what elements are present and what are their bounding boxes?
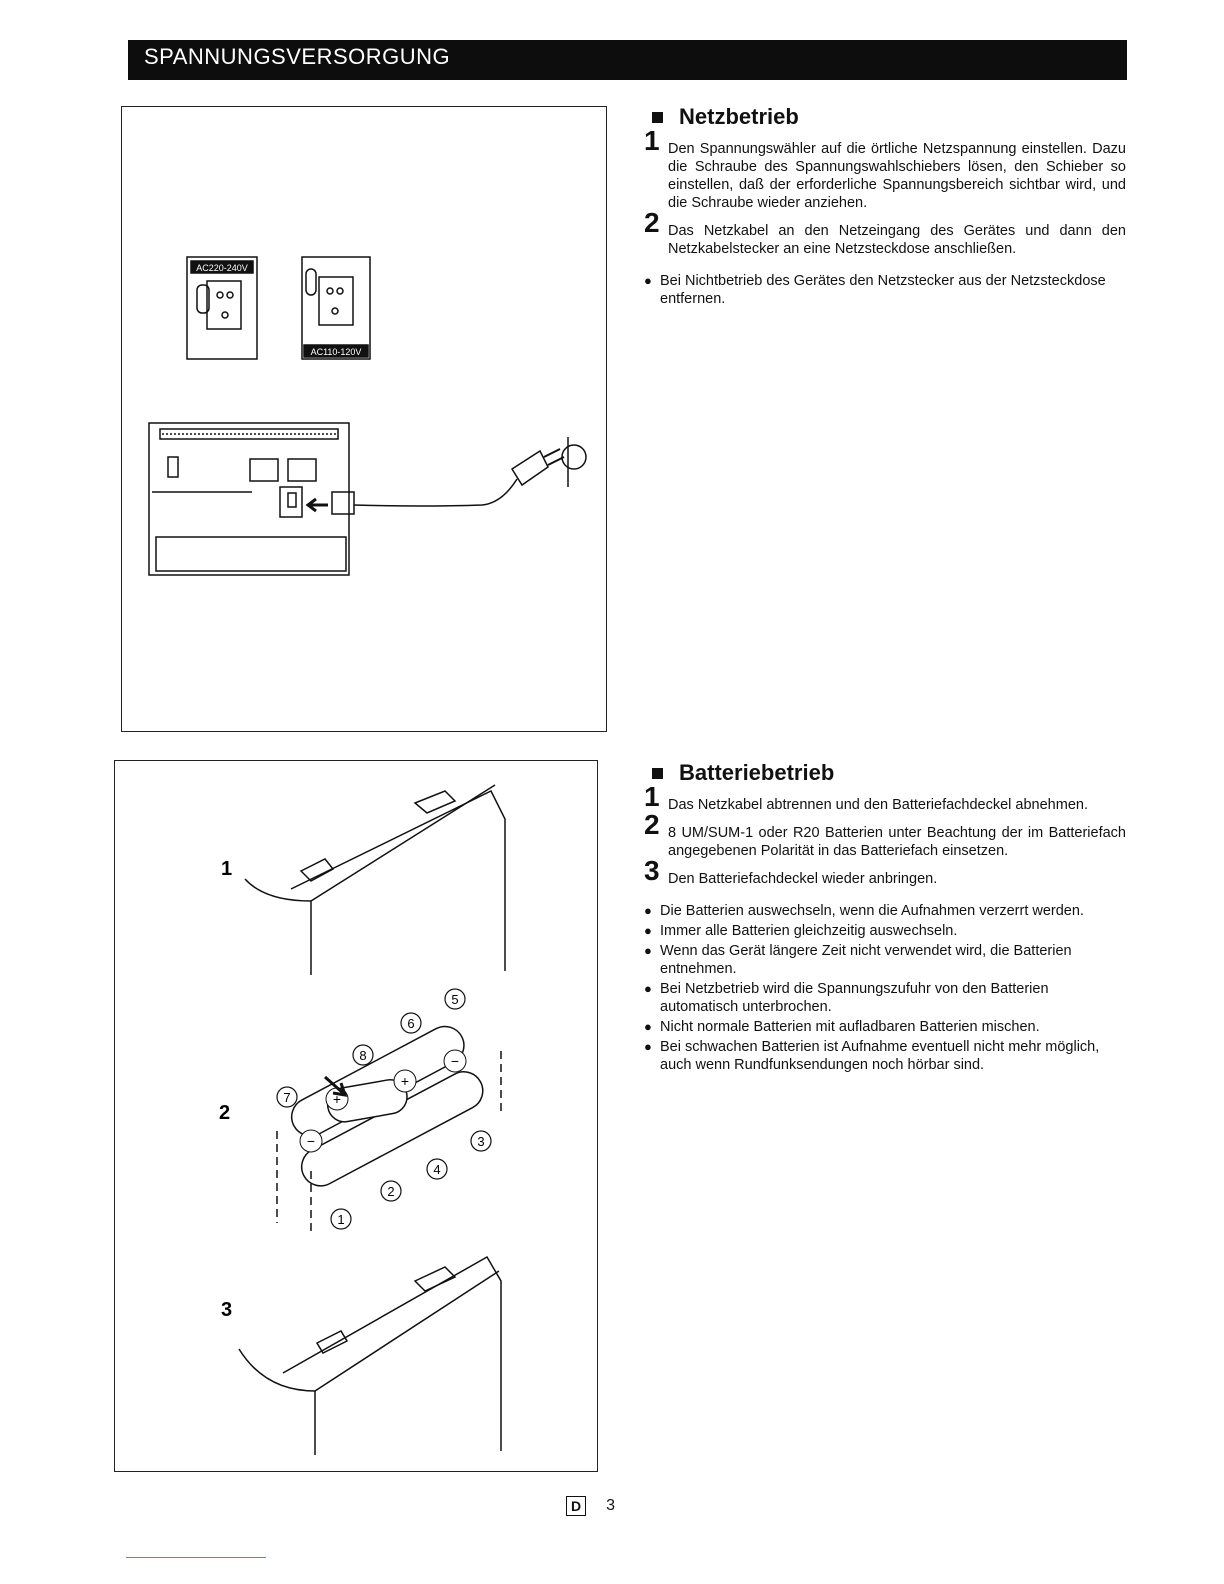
header-bar (128, 40, 1127, 80)
plus-marker: + (332, 1091, 342, 1107)
plus-marker-2: + (400, 1073, 410, 1089)
step-number: 3 (644, 855, 660, 886)
bullet-item: ● Bei Nichtbetrieb des Gerätes den Netzstecker aus der Netzsteckdose entfernen. (640, 272, 1126, 308)
page-title: SPANNUNGSVERSORGUNG (144, 44, 451, 69)
step-text: Den Spannungswähler auf die örtliche Netzspannung einstellen. Dazu die Schraube des Spannungswahlschiebers lösen, den Schieber so einstellen, daß der erforderliche Spannungsbereich sichtbar wird, und die Schraube wieder anziehen. (668, 141, 1126, 211)
minus-marker-2: − (450, 1053, 460, 1069)
section-batteriebetrieb (640, 760, 1126, 1076)
step-text: 8 UM/SUM-1 oder R20 Batterien unter Beachtung der im Batteriefach angegebenen Polarität in das Batteriefach einsetzen. (668, 825, 1126, 859)
bullet-item: ● Die Batterien auswechseln, wenn die Aufnahmen verzerrt werden. (640, 902, 1126, 920)
bullet-item: ● Wenn das Gerät längere Zeit nicht verwendet wird, die Batterien entnehmen. (640, 942, 1126, 978)
page-footer (566, 1496, 615, 1516)
bullet-item: ● Nicht normale Batterien mit aufladbaren Batterien mischen. (640, 1018, 1126, 1036)
battery-num-7: 7 (283, 1090, 291, 1105)
plug (512, 451, 548, 485)
step-label-2: 2 (219, 1102, 231, 1124)
step-label-3: 3 (221, 1299, 233, 1321)
step-text: Den Batteriefachdeckel wieder anbringen. (668, 871, 938, 887)
step-number: 1 (644, 781, 660, 812)
power-cord (354, 479, 517, 506)
device-back (149, 423, 354, 575)
batt-bullets (640, 902, 1126, 1074)
netz-step-2 (640, 207, 1126, 258)
cabinet-step3 (239, 1257, 501, 1455)
batt-step-1 (640, 781, 1126, 814)
voltage-panel-low (302, 257, 370, 359)
mains-illustration (122, 107, 606, 731)
netz-title (652, 104, 1126, 129)
step-number: 1 (644, 125, 660, 156)
section-netzbetrieb (640, 104, 1126, 310)
wall-socket (562, 445, 586, 469)
connect-arrow (308, 499, 328, 511)
battery-num-1: 1 (337, 1212, 345, 1227)
step-number: 2 (644, 809, 660, 840)
battery-num-4: 4 (433, 1162, 441, 1177)
cabinet-step1 (245, 785, 505, 975)
label-high: AC220-240V (196, 263, 248, 273)
netz-step-1 (640, 125, 1126, 212)
square-bullet-icon (652, 768, 663, 779)
netz-bullets (640, 272, 1126, 308)
label-low: AC110-120V (310, 347, 362, 357)
square-bullet-icon (652, 112, 663, 123)
step-label-1: 1 (221, 858, 233, 880)
battery-num-8: 8 (359, 1048, 367, 1063)
step-text: Das Netzkabel abtrennen und den Batteriefachdeckel abnehmen. (668, 797, 1088, 813)
bullet-item: ● Bei Netzbetrieb wird die Spannungszufuhr von den Batterien automatisch unterbrochen. (640, 980, 1126, 1016)
bullet-item: ● Bei schwachen Batterien ist Aufnahme eventuell nicht mehr möglich, auch wenn Rundfunksendungen noch hörbar sind. (640, 1038, 1126, 1074)
battery-stack (285, 1020, 489, 1193)
step-number: 2 (644, 207, 660, 238)
language-badge: D (566, 1496, 586, 1516)
footer-rule (126, 1557, 266, 1558)
battery-illustration (115, 761, 597, 1471)
step-text: Das Netzkabel an den Netzeingang des Gerätes und dann den Netzkabelstecker an eine Netzsteckdose anschließen. (668, 223, 1126, 257)
battery-num-2: 2 (387, 1184, 395, 1199)
battery-num-3: 3 (477, 1134, 485, 1149)
batt-step-2 (640, 809, 1126, 860)
battery-figure (114, 760, 598, 1472)
mains-figure (121, 106, 607, 732)
bullet-item: ● Immer alle Batterien gleichzeitig auswechseln. (640, 922, 1126, 940)
battery-num-5: 5 (451, 992, 459, 1007)
page-number: 3 (606, 1497, 616, 1514)
battery-num-6: 6 (407, 1016, 415, 1031)
netz-title-text: Netzbetrieb (679, 104, 799, 129)
minus-marker: − (306, 1133, 316, 1149)
batt-title-text: Batteriebetrieb (679, 760, 835, 785)
batt-step-3 (640, 855, 1126, 888)
batt-title (652, 760, 1126, 785)
